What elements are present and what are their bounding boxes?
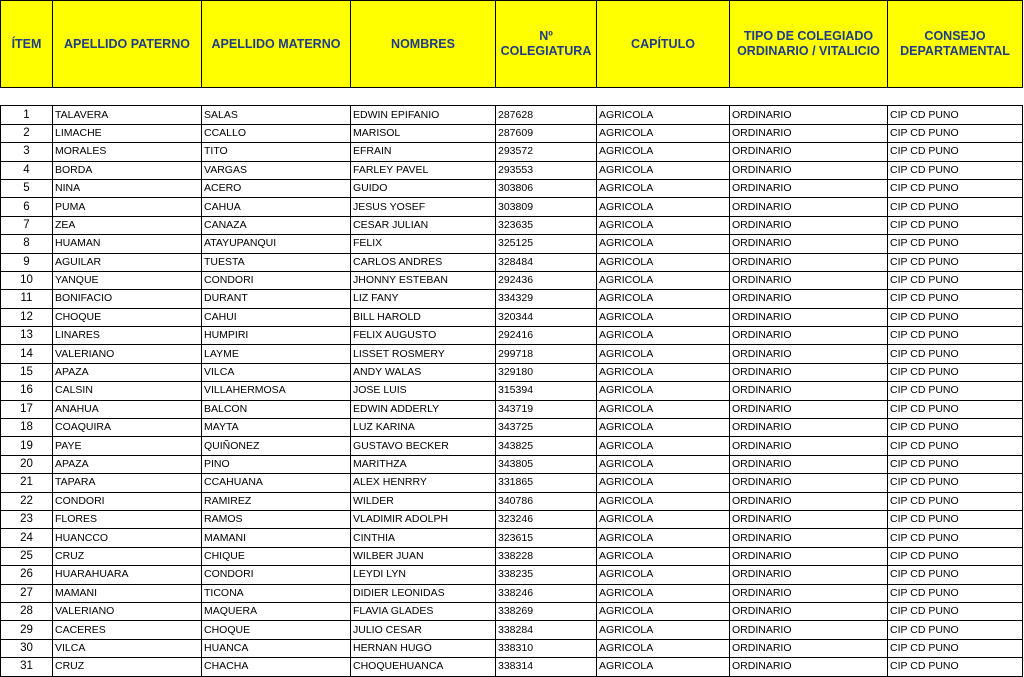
consejo-cell[interactable]: CIP CD PUNO bbox=[888, 419, 1023, 437]
nombres-cell[interactable]: VLADIMIR ADOLPH bbox=[351, 510, 496, 528]
header-consejo-departamental[interactable]: CONSEJO DEPARTAMENTAL bbox=[888, 1, 1023, 88]
item-cell[interactable]: 13 bbox=[1, 327, 53, 345]
item-cell[interactable]: 20 bbox=[1, 455, 53, 473]
apellido-materno-cell[interactable]: CAHUA bbox=[202, 198, 351, 216]
colegiatura-cell[interactable]: 328484 bbox=[496, 253, 597, 271]
apellido-materno-cell[interactable]: RAMOS bbox=[202, 510, 351, 528]
consejo-cell[interactable]: CIP CD PUNO bbox=[888, 327, 1023, 345]
item-cell[interactable]: 7 bbox=[1, 216, 53, 234]
apellido-materno-cell[interactable]: VILCA bbox=[202, 363, 351, 381]
header-capitulo[interactable]: CAPÍTULO bbox=[597, 1, 730, 88]
apellido-materno-cell[interactable]: RAMIREZ bbox=[202, 492, 351, 510]
capitulo-cell[interactable]: AGRICOLA bbox=[597, 345, 730, 363]
table-row bbox=[1, 363, 1023, 381]
tipo-colegiado-cell[interactable]: ORDINARIO bbox=[730, 143, 888, 161]
apellido-paterno-cell[interactable]: VILCA bbox=[53, 639, 202, 657]
nombres-cell[interactable]: HERNAN HUGO bbox=[351, 639, 496, 657]
tipo-colegiado-cell[interactable]: ORDINARIO bbox=[730, 584, 888, 602]
spacer-cell bbox=[202, 88, 351, 106]
consejo-cell[interactable]: CIP CD PUNO bbox=[888, 566, 1023, 584]
consejo-cell[interactable]: CIP CD PUNO bbox=[888, 492, 1023, 510]
spacer-cell bbox=[597, 88, 730, 106]
consejo-cell[interactable]: CIP CD PUNO bbox=[888, 455, 1023, 473]
colegiatura-cell[interactable]: 338246 bbox=[496, 584, 597, 602]
colegiatura-cell[interactable]: 343825 bbox=[496, 437, 597, 455]
nombres-cell[interactable]: FARLEY PAVEL bbox=[351, 161, 496, 179]
colegiatura-cell[interactable]: 338228 bbox=[496, 547, 597, 565]
capitulo-cell[interactable]: AGRICOLA bbox=[597, 419, 730, 437]
header-item[interactable]: ÍTEM bbox=[1, 1, 53, 88]
apellido-materno-cell[interactable]: MAYTA bbox=[202, 419, 351, 437]
apellido-paterno-cell[interactable]: CACERES bbox=[53, 621, 202, 639]
capitulo-cell[interactable]: AGRICOLA bbox=[597, 143, 730, 161]
apellido-materno-cell[interactable]: CHOQUE bbox=[202, 621, 351, 639]
table-row bbox=[1, 235, 1023, 253]
tipo-colegiado-cell[interactable]: ORDINARIO bbox=[730, 124, 888, 142]
nombres-cell[interactable]: JULIO CESAR bbox=[351, 621, 496, 639]
item-cell[interactable]: 10 bbox=[1, 271, 53, 289]
item-cell[interactable]: 27 bbox=[1, 584, 53, 602]
table-row bbox=[1, 566, 1023, 584]
nombres-cell[interactable]: DIDIER LEONIDAS bbox=[351, 584, 496, 602]
consejo-cell[interactable]: CIP CD PUNO bbox=[888, 510, 1023, 528]
colegiatura-cell[interactable]: 293553 bbox=[496, 161, 597, 179]
table-row bbox=[1, 547, 1023, 565]
table-row bbox=[1, 106, 1023, 124]
tipo-colegiado-cell[interactable]: ORDINARIO bbox=[730, 492, 888, 510]
table-row bbox=[1, 345, 1023, 363]
item-cell[interactable]: 28 bbox=[1, 602, 53, 620]
apellido-paterno-cell[interactable]: LIMACHE bbox=[53, 124, 202, 142]
colegiatura-cell[interactable]: 293572 bbox=[496, 143, 597, 161]
nombres-cell[interactable]: LUZ KARINA bbox=[351, 419, 496, 437]
capitulo-cell[interactable]: AGRICOLA bbox=[597, 584, 730, 602]
apellido-paterno-cell[interactable]: AGUILAR bbox=[53, 253, 202, 271]
apellido-materno-cell[interactable]: LAYME bbox=[202, 345, 351, 363]
tipo-colegiado-cell[interactable]: ORDINARIO bbox=[730, 253, 888, 271]
apellido-paterno-cell[interactable]: APAZA bbox=[53, 455, 202, 473]
capitulo-cell[interactable]: AGRICOLA bbox=[597, 290, 730, 308]
tipo-colegiado-cell[interactable]: ORDINARIO bbox=[730, 510, 888, 528]
apellido-paterno-cell[interactable]: VALERIANO bbox=[53, 602, 202, 620]
apellido-materno-cell[interactable]: CCAHUANA bbox=[202, 474, 351, 492]
consejo-cell[interactable]: CIP CD PUNO bbox=[888, 216, 1023, 234]
apellido-paterno-cell[interactable]: CRUZ bbox=[53, 658, 202, 676]
nombres-cell[interactable]: EFRAIN bbox=[351, 143, 496, 161]
capitulo-cell[interactable]: AGRICOLA bbox=[597, 124, 730, 142]
apellido-paterno-cell[interactable]: VALERIANO bbox=[53, 345, 202, 363]
header-apellido-materno[interactable]: APELLIDO MATERNO bbox=[202, 1, 351, 88]
apellido-paterno-cell[interactable]: FLORES bbox=[53, 510, 202, 528]
table-row bbox=[1, 584, 1023, 602]
apellido-paterno-cell[interactable]: MAMANI bbox=[53, 584, 202, 602]
consejo-cell[interactable]: CIP CD PUNO bbox=[888, 437, 1023, 455]
apellido-paterno-cell[interactable]: BORDA bbox=[53, 161, 202, 179]
item-cell[interactable]: 30 bbox=[1, 639, 53, 657]
item-cell[interactable]: 29 bbox=[1, 621, 53, 639]
apellido-materno-cell[interactable]: HUMPIRI bbox=[202, 327, 351, 345]
table-row bbox=[1, 639, 1023, 657]
consejo-cell[interactable]: CIP CD PUNO bbox=[888, 400, 1023, 418]
apellido-materno-cell[interactable]: VARGAS bbox=[202, 161, 351, 179]
item-cell[interactable]: 4 bbox=[1, 161, 53, 179]
capitulo-cell[interactable]: AGRICOLA bbox=[597, 382, 730, 400]
apellido-materno-cell[interactable]: CONDORI bbox=[202, 271, 351, 289]
colegiatura-cell[interactable]: 292416 bbox=[496, 327, 597, 345]
tipo-colegiado-cell[interactable]: ORDINARIO bbox=[730, 198, 888, 216]
apellido-paterno-cell[interactable]: TAPARA bbox=[53, 474, 202, 492]
table-row bbox=[1, 253, 1023, 271]
apellido-paterno-cell[interactable]: HUAMAN bbox=[53, 235, 202, 253]
capitulo-cell[interactable]: AGRICOLA bbox=[597, 492, 730, 510]
apellido-materno-cell[interactable]: CANAZA bbox=[202, 216, 351, 234]
header-nombres[interactable]: NOMBRES bbox=[351, 1, 496, 88]
consejo-cell[interactable]: CIP CD PUNO bbox=[888, 179, 1023, 197]
apellido-paterno-cell[interactable]: ZEA bbox=[53, 216, 202, 234]
apellido-paterno-cell[interactable]: BONIFACIO bbox=[53, 290, 202, 308]
colegiatura-cell[interactable]: 287628 bbox=[496, 106, 597, 124]
nombres-cell[interactable]: GUIDO bbox=[351, 179, 496, 197]
apellido-paterno-cell[interactable]: ANAHUA bbox=[53, 400, 202, 418]
capitulo-cell[interactable]: AGRICOLA bbox=[597, 602, 730, 620]
tipo-colegiado-cell[interactable]: ORDINARIO bbox=[730, 271, 888, 289]
colegiatura-cell[interactable]: 323246 bbox=[496, 510, 597, 528]
header-tipo-colegiado[interactable]: TIPO DE COLEGIADO ORDINARIO / VITALICIO bbox=[730, 1, 888, 88]
apellido-materno-cell[interactable]: ACERO bbox=[202, 179, 351, 197]
capitulo-cell[interactable]: AGRICOLA bbox=[597, 400, 730, 418]
item-cell[interactable]: 3 bbox=[1, 143, 53, 161]
consejo-cell[interactable]: CIP CD PUNO bbox=[888, 308, 1023, 326]
consejo-cell[interactable]: CIP CD PUNO bbox=[888, 382, 1023, 400]
capitulo-cell[interactable]: AGRICOLA bbox=[597, 363, 730, 381]
nombres-cell[interactable]: JESUS YOSEF bbox=[351, 198, 496, 216]
tipo-colegiado-cell[interactable]: ORDINARIO bbox=[730, 419, 888, 437]
item-cell[interactable]: 24 bbox=[1, 529, 53, 547]
capitulo-cell[interactable]: AGRICOLA bbox=[597, 308, 730, 326]
nombres-cell[interactable]: ANDY WALAS bbox=[351, 363, 496, 381]
consejo-cell[interactable]: CIP CD PUNO bbox=[888, 198, 1023, 216]
nombres-cell[interactable]: WILDER bbox=[351, 492, 496, 510]
colegiatura-cell[interactable]: 303806 bbox=[496, 179, 597, 197]
consejo-cell[interactable]: CIP CD PUNO bbox=[888, 290, 1023, 308]
table-row bbox=[1, 327, 1023, 345]
spacer-cell bbox=[351, 88, 496, 106]
apellido-materno-cell[interactable]: CAHUI bbox=[202, 308, 351, 326]
apellido-paterno-cell[interactable]: HUARAHUARA bbox=[53, 566, 202, 584]
nombres-cell[interactable]: CESAR JULIAN bbox=[351, 216, 496, 234]
apellido-materno-cell[interactable]: CHIQUE bbox=[202, 547, 351, 565]
consejo-cell[interactable]: CIP CD PUNO bbox=[888, 106, 1023, 124]
colegiatura-cell[interactable]: 334329 bbox=[496, 290, 597, 308]
item-cell[interactable]: 15 bbox=[1, 363, 53, 381]
nombres-cell[interactable]: LIZ FANY bbox=[351, 290, 496, 308]
header-colegiatura[interactable]: Nº COLEGIATURA bbox=[496, 1, 597, 88]
table-row bbox=[1, 179, 1023, 197]
item-cell[interactable]: 12 bbox=[1, 308, 53, 326]
header-apellido-paterno[interactable]: APELLIDO PATERNO bbox=[53, 1, 202, 88]
tipo-colegiado-cell[interactable]: ORDINARIO bbox=[730, 621, 888, 639]
apellido-paterno-cell[interactable]: CHOQUE bbox=[53, 308, 202, 326]
spacer-cell bbox=[730, 88, 888, 106]
apellido-paterno-cell[interactable]: NINA bbox=[53, 179, 202, 197]
item-cell[interactable]: 11 bbox=[1, 290, 53, 308]
item-cell[interactable]: 25 bbox=[1, 547, 53, 565]
table-row bbox=[1, 510, 1023, 528]
nombres-cell[interactable]: WILBER JUAN bbox=[351, 547, 496, 565]
capitulo-cell[interactable]: AGRICOLA bbox=[597, 327, 730, 345]
tipo-colegiado-cell[interactable]: ORDINARIO bbox=[730, 639, 888, 657]
capitulo-cell[interactable]: AGRICOLA bbox=[597, 621, 730, 639]
capitulo-cell[interactable]: AGRICOLA bbox=[597, 547, 730, 565]
table-row bbox=[1, 308, 1023, 326]
nombres-cell[interactable]: ALEX HENRRY bbox=[351, 474, 496, 492]
consejo-cell[interactable]: CIP CD PUNO bbox=[888, 639, 1023, 657]
nombres-cell[interactable]: JOSE LUIS bbox=[351, 382, 496, 400]
nombres-cell[interactable]: FLAVIA GLADES bbox=[351, 602, 496, 620]
item-cell[interactable]: 5 bbox=[1, 179, 53, 197]
tipo-colegiado-cell[interactable]: ORDINARIO bbox=[730, 382, 888, 400]
apellido-materno-cell[interactable]: SALAS bbox=[202, 106, 351, 124]
tipo-colegiado-cell[interactable]: ORDINARIO bbox=[730, 400, 888, 418]
nombres-cell[interactable]: BILL HAROLD bbox=[351, 308, 496, 326]
table-body bbox=[1, 88, 1023, 677]
tipo-colegiado-cell[interactable]: ORDINARIO bbox=[730, 474, 888, 492]
item-cell[interactable]: 16 bbox=[1, 382, 53, 400]
colegiatura-cell[interactable]: 343725 bbox=[496, 419, 597, 437]
tipo-colegiado-cell[interactable]: ORDINARIO bbox=[730, 235, 888, 253]
capitulo-cell[interactable]: AGRICOLA bbox=[597, 566, 730, 584]
apellido-materno-cell[interactable]: DURANT bbox=[202, 290, 351, 308]
consejo-cell[interactable]: CIP CD PUNO bbox=[888, 602, 1023, 620]
header-row bbox=[1, 1, 1023, 88]
apellido-materno-cell[interactable]: TICONA bbox=[202, 584, 351, 602]
item-cell[interactable]: 23 bbox=[1, 510, 53, 528]
apellido-paterno-cell[interactable]: CRUZ bbox=[53, 547, 202, 565]
item-cell[interactable]: 9 bbox=[1, 253, 53, 271]
apellido-paterno-cell[interactable]: YANQUE bbox=[53, 271, 202, 289]
colegiatura-cell[interactable]: 343719 bbox=[496, 400, 597, 418]
colegiatura-cell[interactable]: 338310 bbox=[496, 639, 597, 657]
capitulo-cell[interactable]: AGRICOLA bbox=[597, 161, 730, 179]
table-header bbox=[1, 1, 1023, 88]
spacer-cell bbox=[1, 88, 53, 106]
tipo-colegiado-cell[interactable]: ORDINARIO bbox=[730, 437, 888, 455]
nombres-cell[interactable]: FELIX bbox=[351, 235, 496, 253]
tipo-colegiado-cell[interactable]: ORDINARIO bbox=[730, 308, 888, 326]
consejo-cell[interactable]: CIP CD PUNO bbox=[888, 253, 1023, 271]
consejo-cell[interactable]: CIP CD PUNO bbox=[888, 584, 1023, 602]
consejo-cell[interactable]: CIP CD PUNO bbox=[888, 621, 1023, 639]
tipo-colegiado-cell[interactable]: ORDINARIO bbox=[730, 216, 888, 234]
capitulo-cell[interactable]: AGRICOLA bbox=[597, 658, 730, 676]
colegiatura-cell[interactable]: 323615 bbox=[496, 529, 597, 547]
apellido-paterno-cell[interactable]: CONDORI bbox=[53, 492, 202, 510]
tipo-colegiado-cell[interactable]: ORDINARIO bbox=[730, 161, 888, 179]
apellido-materno-cell[interactable]: TITO bbox=[202, 143, 351, 161]
tipo-colegiado-cell[interactable]: ORDINARIO bbox=[730, 179, 888, 197]
tipo-colegiado-cell[interactable]: ORDINARIO bbox=[730, 455, 888, 473]
apellido-paterno-cell[interactable]: CALSIN bbox=[53, 382, 202, 400]
apellido-materno-cell[interactable]: CCALLO bbox=[202, 124, 351, 142]
tipo-colegiado-cell[interactable]: ORDINARIO bbox=[730, 363, 888, 381]
apellido-paterno-cell[interactable]: TALAVERA bbox=[53, 106, 202, 124]
consejo-cell[interactable]: CIP CD PUNO bbox=[888, 658, 1023, 676]
apellido-paterno-cell[interactable]: PUMA bbox=[53, 198, 202, 216]
apellido-paterno-cell[interactable]: HUANCCO bbox=[53, 529, 202, 547]
nombres-cell[interactable]: JHONNY ESTEBAN bbox=[351, 271, 496, 289]
table-row bbox=[1, 529, 1023, 547]
consejo-cell[interactable]: CIP CD PUNO bbox=[888, 363, 1023, 381]
consejo-cell[interactable]: CIP CD PUNO bbox=[888, 161, 1023, 179]
capitulo-cell[interactable]: AGRICOLA bbox=[597, 106, 730, 124]
item-cell[interactable]: 1 bbox=[1, 106, 53, 124]
nombres-cell[interactable]: GUSTAVO BECKER bbox=[351, 437, 496, 455]
apellido-paterno-cell[interactable]: LINARES bbox=[53, 327, 202, 345]
spacer-cell bbox=[53, 88, 202, 106]
table-row bbox=[1, 382, 1023, 400]
capitulo-cell[interactable]: AGRICOLA bbox=[597, 179, 730, 197]
nombres-cell[interactable]: LISSET ROSMERY bbox=[351, 345, 496, 363]
apellido-paterno-cell[interactable]: PAYE bbox=[53, 437, 202, 455]
nombres-cell[interactable]: MARISOL bbox=[351, 124, 496, 142]
apellido-materno-cell[interactable]: CONDORI bbox=[202, 566, 351, 584]
capitulo-cell[interactable]: AGRICOLA bbox=[597, 271, 730, 289]
table-row bbox=[1, 419, 1023, 437]
consejo-cell[interactable]: CIP CD PUNO bbox=[888, 529, 1023, 547]
apellido-materno-cell[interactable]: MAQUERA bbox=[202, 602, 351, 620]
colegiatura-cell[interactable]: 343805 bbox=[496, 455, 597, 473]
capitulo-cell[interactable]: AGRICOLA bbox=[597, 437, 730, 455]
colegiatura-cell[interactable]: 299718 bbox=[496, 345, 597, 363]
capitulo-cell[interactable]: AGRICOLA bbox=[597, 510, 730, 528]
tipo-colegiado-cell[interactable]: ORDINARIO bbox=[730, 602, 888, 620]
colegiatura-cell[interactable]: 338269 bbox=[496, 602, 597, 620]
colegiatura-cell[interactable]: 323635 bbox=[496, 216, 597, 234]
table-row bbox=[1, 143, 1023, 161]
table-row bbox=[1, 602, 1023, 620]
capitulo-cell[interactable]: AGRICOLA bbox=[597, 198, 730, 216]
colegiatura-cell[interactable]: 329180 bbox=[496, 363, 597, 381]
table-row bbox=[1, 400, 1023, 418]
nombres-cell[interactable]: CINTHIA bbox=[351, 529, 496, 547]
table-row bbox=[1, 437, 1023, 455]
capitulo-cell[interactable]: AGRICOLA bbox=[597, 235, 730, 253]
item-cell[interactable]: 19 bbox=[1, 437, 53, 455]
apellido-materno-cell[interactable]: TUESTA bbox=[202, 253, 351, 271]
colegiatura-cell[interactable]: 331865 bbox=[496, 474, 597, 492]
item-cell[interactable]: 17 bbox=[1, 400, 53, 418]
table-row bbox=[1, 658, 1023, 676]
table-row bbox=[1, 455, 1023, 473]
item-cell[interactable]: 6 bbox=[1, 198, 53, 216]
table-row bbox=[1, 271, 1023, 289]
nombres-cell[interactable]: LEYDI LYN bbox=[351, 566, 496, 584]
colegiatura-cell[interactable]: 338314 bbox=[496, 658, 597, 676]
apellido-materno-cell[interactable]: QUIÑONEZ bbox=[202, 437, 351, 455]
apellido-materno-cell[interactable]: BALCON bbox=[202, 400, 351, 418]
item-cell[interactable]: 18 bbox=[1, 419, 53, 437]
apellido-materno-cell[interactable]: ATAYUPANQUI bbox=[202, 235, 351, 253]
capitulo-cell[interactable]: AGRICOLA bbox=[597, 529, 730, 547]
apellido-paterno-cell[interactable]: MORALES bbox=[53, 143, 202, 161]
consejo-cell[interactable]: CIP CD PUNO bbox=[888, 271, 1023, 289]
apellido-paterno-cell[interactable]: APAZA bbox=[53, 363, 202, 381]
spacer-cell bbox=[496, 88, 597, 106]
colegiatura-cell[interactable]: 292436 bbox=[496, 271, 597, 289]
consejo-cell[interactable]: CIP CD PUNO bbox=[888, 345, 1023, 363]
colegiatura-cell[interactable]: 320344 bbox=[496, 308, 597, 326]
item-cell[interactable]: 21 bbox=[1, 474, 53, 492]
table-row bbox=[1, 621, 1023, 639]
consejo-cell[interactable]: CIP CD PUNO bbox=[888, 143, 1023, 161]
colegiatura-cell[interactable]: 340786 bbox=[496, 492, 597, 510]
item-cell[interactable]: 26 bbox=[1, 566, 53, 584]
consejo-cell[interactable]: CIP CD PUNO bbox=[888, 235, 1023, 253]
capitulo-cell[interactable]: AGRICOLA bbox=[597, 474, 730, 492]
item-cell[interactable]: 2 bbox=[1, 124, 53, 142]
tipo-colegiado-cell[interactable]: ORDINARIO bbox=[730, 529, 888, 547]
nombres-cell[interactable]: CHOQUEHUANCA bbox=[351, 658, 496, 676]
capitulo-cell[interactable]: AGRICOLA bbox=[597, 253, 730, 271]
table-row bbox=[1, 124, 1023, 142]
colegiatura-cell[interactable]: 338235 bbox=[496, 566, 597, 584]
tipo-colegiado-cell[interactable]: ORDINARIO bbox=[730, 290, 888, 308]
table-row bbox=[1, 161, 1023, 179]
nombres-cell[interactable]: EDWIN EPIFANIO bbox=[351, 106, 496, 124]
nombres-cell[interactable]: MARITHZA bbox=[351, 455, 496, 473]
capitulo-cell[interactable]: AGRICOLA bbox=[597, 216, 730, 234]
item-cell[interactable]: 8 bbox=[1, 235, 53, 253]
table-row bbox=[1, 474, 1023, 492]
consejo-cell[interactable]: CIP CD PUNO bbox=[888, 474, 1023, 492]
nombres-cell[interactable]: FELIX AUGUSTO bbox=[351, 327, 496, 345]
colegiatura-cell[interactable]: 338284 bbox=[496, 621, 597, 639]
apellido-materno-cell[interactable]: PINO bbox=[202, 455, 351, 473]
apellido-materno-cell[interactable]: MAMANI bbox=[202, 529, 351, 547]
header-spacer-row bbox=[1, 88, 1023, 106]
item-cell[interactable]: 31 bbox=[1, 658, 53, 676]
item-cell[interactable]: 22 bbox=[1, 492, 53, 510]
apellido-materno-cell[interactable]: HUANCA bbox=[202, 639, 351, 657]
tipo-colegiado-cell[interactable]: ORDINARIO bbox=[730, 566, 888, 584]
colegiatura-cell[interactable]: 325125 bbox=[496, 235, 597, 253]
tipo-colegiado-cell[interactable]: ORDINARIO bbox=[730, 327, 888, 345]
nombres-cell[interactable]: CARLOS ANDRES bbox=[351, 253, 496, 271]
table-row bbox=[1, 290, 1023, 308]
tipo-colegiado-cell[interactable]: ORDINARIO bbox=[730, 106, 888, 124]
spacer-cell bbox=[888, 88, 1023, 106]
table-row bbox=[1, 216, 1023, 234]
apellido-paterno-cell[interactable]: COAQUIRA bbox=[53, 419, 202, 437]
apellido-materno-cell[interactable]: CHACHA bbox=[202, 658, 351, 676]
consejo-cell[interactable]: CIP CD PUNO bbox=[888, 547, 1023, 565]
table-row bbox=[1, 198, 1023, 216]
tipo-colegiado-cell[interactable]: ORDINARIO bbox=[730, 547, 888, 565]
capitulo-cell[interactable]: AGRICOLA bbox=[597, 639, 730, 657]
table-row bbox=[1, 492, 1023, 510]
tipo-colegiado-cell[interactable]: ORDINARIO bbox=[730, 345, 888, 363]
item-cell[interactable]: 14 bbox=[1, 345, 53, 363]
colegiatura-cell[interactable]: 315394 bbox=[496, 382, 597, 400]
colegiatura-cell[interactable]: 287609 bbox=[496, 124, 597, 142]
consejo-cell[interactable]: CIP CD PUNO bbox=[888, 124, 1023, 142]
capitulo-cell[interactable]: AGRICOLA bbox=[597, 455, 730, 473]
apellido-materno-cell[interactable]: VILLAHERMOSA bbox=[202, 382, 351, 400]
nombres-cell[interactable]: EDWIN ADDERLY bbox=[351, 400, 496, 418]
tipo-colegiado-cell[interactable]: ORDINARIO bbox=[730, 658, 888, 676]
colegiatura-cell[interactable]: 303809 bbox=[496, 198, 597, 216]
